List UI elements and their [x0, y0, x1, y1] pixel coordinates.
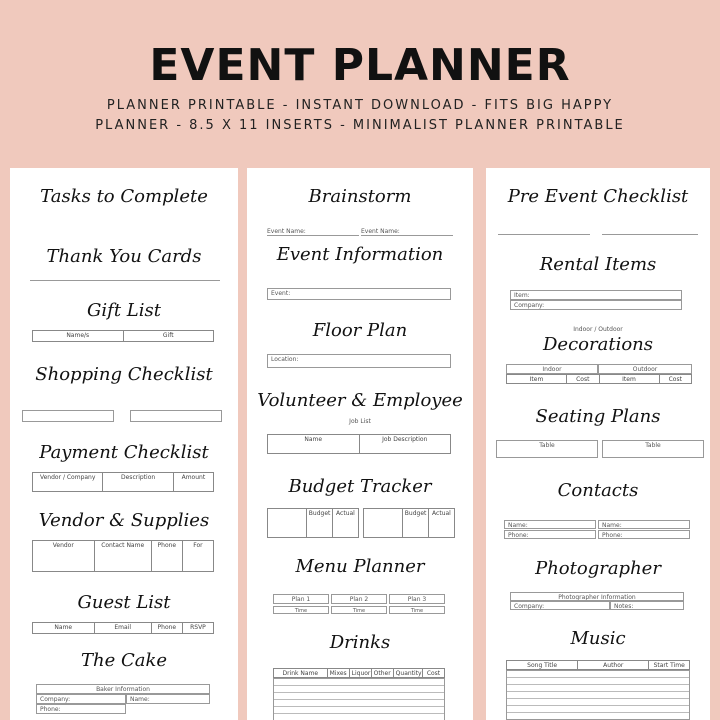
rental-heading: Rental Items: [539, 254, 657, 275]
seating-heading: Seating Plans: [535, 406, 661, 427]
rental-company-field: Company:: [510, 300, 682, 310]
page-subtitle: PLANNER PRINTABLE - INSTANT DOWNLOAD - FITS BIG HAPPY PLANNER - 8.5 X 11 INSERTS - MINIMALIST PLANNER PRINTABLE: [95, 98, 625, 133]
gift-list-heading: Gift List: [87, 300, 161, 321]
drinks-heading: Drinks: [329, 632, 391, 653]
music-table-header: [506, 660, 690, 670]
photographer-info: Photographer Information: [510, 592, 684, 601]
budget-table-2: [363, 508, 455, 538]
tasks-heading: Tasks to Complete: [40, 186, 208, 207]
drinks-col-other: Other: [372, 669, 394, 677]
budget-2-col-actual: Actual: [432, 510, 451, 517]
job-list-label: Job List: [349, 418, 371, 425]
planner-page-column-3: [486, 168, 710, 720]
shopping-heading: Shopping Checklist: [35, 364, 213, 385]
drinks-table-rows: [273, 678, 445, 720]
pre-event-line-1: [498, 234, 590, 235]
plan-1-time: Time: [273, 606, 329, 614]
budget-2-col-budget: Budget: [403, 509, 429, 537]
cake-phone-field: Phone:: [36, 704, 126, 714]
music-col-start: Start Time: [653, 662, 685, 669]
contact-name-2: Name:: [598, 520, 690, 529]
decorations-heading: Decorations: [543, 334, 653, 355]
payment-col-vendor: Vendor / Company: [33, 473, 103, 491]
drinks-col-quantity: Quantity: [395, 670, 422, 677]
guest-col-email: Email: [95, 623, 152, 633]
thank-you-heading: Thank You Cards: [46, 246, 202, 267]
decor-outdoor: Outdoor: [598, 364, 692, 374]
photographer-company-field: Company:: [510, 601, 610, 610]
cake-name-field: Name:: [126, 694, 210, 704]
rental-item-field: Item:: [510, 290, 682, 300]
budget-1-col-actual: Actual: [336, 510, 355, 517]
vendor-table-header: [32, 540, 214, 572]
decor-sub-item-2: Item: [600, 375, 660, 383]
music-col-author: Author: [578, 661, 649, 669]
plan-3: Plan 3: [389, 594, 445, 604]
decorations-indoor-outdoor-label: Indoor / Outdoor: [573, 326, 623, 333]
job-table-header: [267, 434, 451, 454]
decor-sub-cost-1: Cost: [567, 375, 600, 383]
payment-table-header: [32, 472, 214, 492]
music-table-rows: [506, 670, 690, 720]
guest-col-name: Name: [33, 623, 95, 633]
drinks-col-liquor: Liquor: [351, 670, 371, 677]
menu-heading: Menu Planner: [295, 556, 425, 577]
gift-col-name: Name/s: [33, 331, 124, 341]
event-field: Event:: [267, 288, 451, 300]
decor-subheader: [506, 374, 692, 384]
drinks-table-header: [273, 668, 445, 678]
job-col-name: Name: [268, 435, 360, 453]
cake-heading: The Cake: [80, 650, 168, 671]
gift-table-header: [32, 330, 214, 342]
photographer-heading: Photographer: [535, 558, 661, 579]
budget-heading: Budget Tracker: [288, 476, 432, 497]
guest-heading: Guest List: [77, 592, 171, 613]
contacts-heading: Contacts: [557, 480, 639, 501]
location-field: Location:: [267, 354, 451, 368]
music-col-song: Song Title: [507, 661, 578, 669]
music-heading: Music: [570, 628, 626, 649]
decor-indoor: Indoor: [506, 364, 598, 374]
payment-heading: Payment Checklist: [39, 442, 209, 463]
page-title: EVENT PLANNER: [149, 40, 571, 91]
volunteer-heading: Volunteer & Employee: [257, 390, 463, 411]
gift-col-gift: Gift: [162, 332, 174, 339]
decor-sub-cost-2: Cost: [668, 376, 682, 383]
guest-col-rsvp: RSVP: [190, 624, 206, 631]
floor-plan-heading: Floor Plan: [312, 320, 408, 341]
drinks-col-mixes: Mixes: [328, 669, 350, 677]
vendor-col-for: For: [193, 542, 203, 549]
plan-2-time: Time: [331, 606, 387, 614]
budget-1-col-budget: Budget: [307, 509, 333, 537]
contact-name-1: Name:: [504, 520, 596, 529]
shopping-box-2: [130, 410, 222, 422]
vendor-heading: Vendor & Supplies: [38, 510, 210, 531]
job-col-description: Job Description: [382, 436, 428, 443]
plan-3-time: Time: [389, 606, 445, 614]
brainstorm-field-1: Event Name:: [267, 228, 359, 236]
budget-2-col-item: [364, 509, 403, 537]
payment-col-description: Description: [103, 473, 173, 491]
cake-company-field: Company:: [36, 694, 126, 704]
vendor-col-vendor: Vendor: [33, 541, 95, 571]
drinks-col-cost: Cost: [426, 670, 441, 677]
planner-page-column-2: [247, 168, 473, 720]
payment-col-amount: Amount: [181, 474, 206, 481]
budget-1-col-item: [268, 509, 307, 537]
decor-sub-item-1: Item: [507, 375, 567, 383]
thank-you-line: [30, 280, 220, 281]
shopping-box-1: [22, 410, 114, 422]
guest-col-phone: Phone: [152, 623, 183, 633]
seating-table-2: Table: [602, 440, 704, 458]
brainstorm-field-2: Event Name:: [361, 228, 453, 236]
pre-event-heading: Pre Event Checklist: [507, 186, 689, 207]
budget-table-1: [267, 508, 359, 538]
pre-event-line-2: [602, 234, 698, 235]
vendor-col-phone: Phone: [152, 541, 183, 571]
drinks-col-name: Drink Name: [274, 669, 328, 677]
plan-2: Plan 2: [331, 594, 387, 604]
contact-phone-1: Phone:: [504, 530, 596, 539]
cake-baker-info: Baker Information: [36, 684, 210, 694]
photographer-notes-field: Notes:: [610, 601, 684, 610]
contact-phone-2: Phone:: [598, 530, 690, 539]
vendor-col-contact: Contact Name: [95, 541, 152, 571]
event-info-heading: Event Information: [276, 244, 444, 265]
seating-table-1: Table: [496, 440, 598, 458]
plan-1: Plan 1: [273, 594, 329, 604]
brainstorm-heading: Brainstorm: [308, 186, 412, 207]
guest-table-header: [32, 622, 214, 634]
planner-page-column-1: [10, 168, 238, 720]
